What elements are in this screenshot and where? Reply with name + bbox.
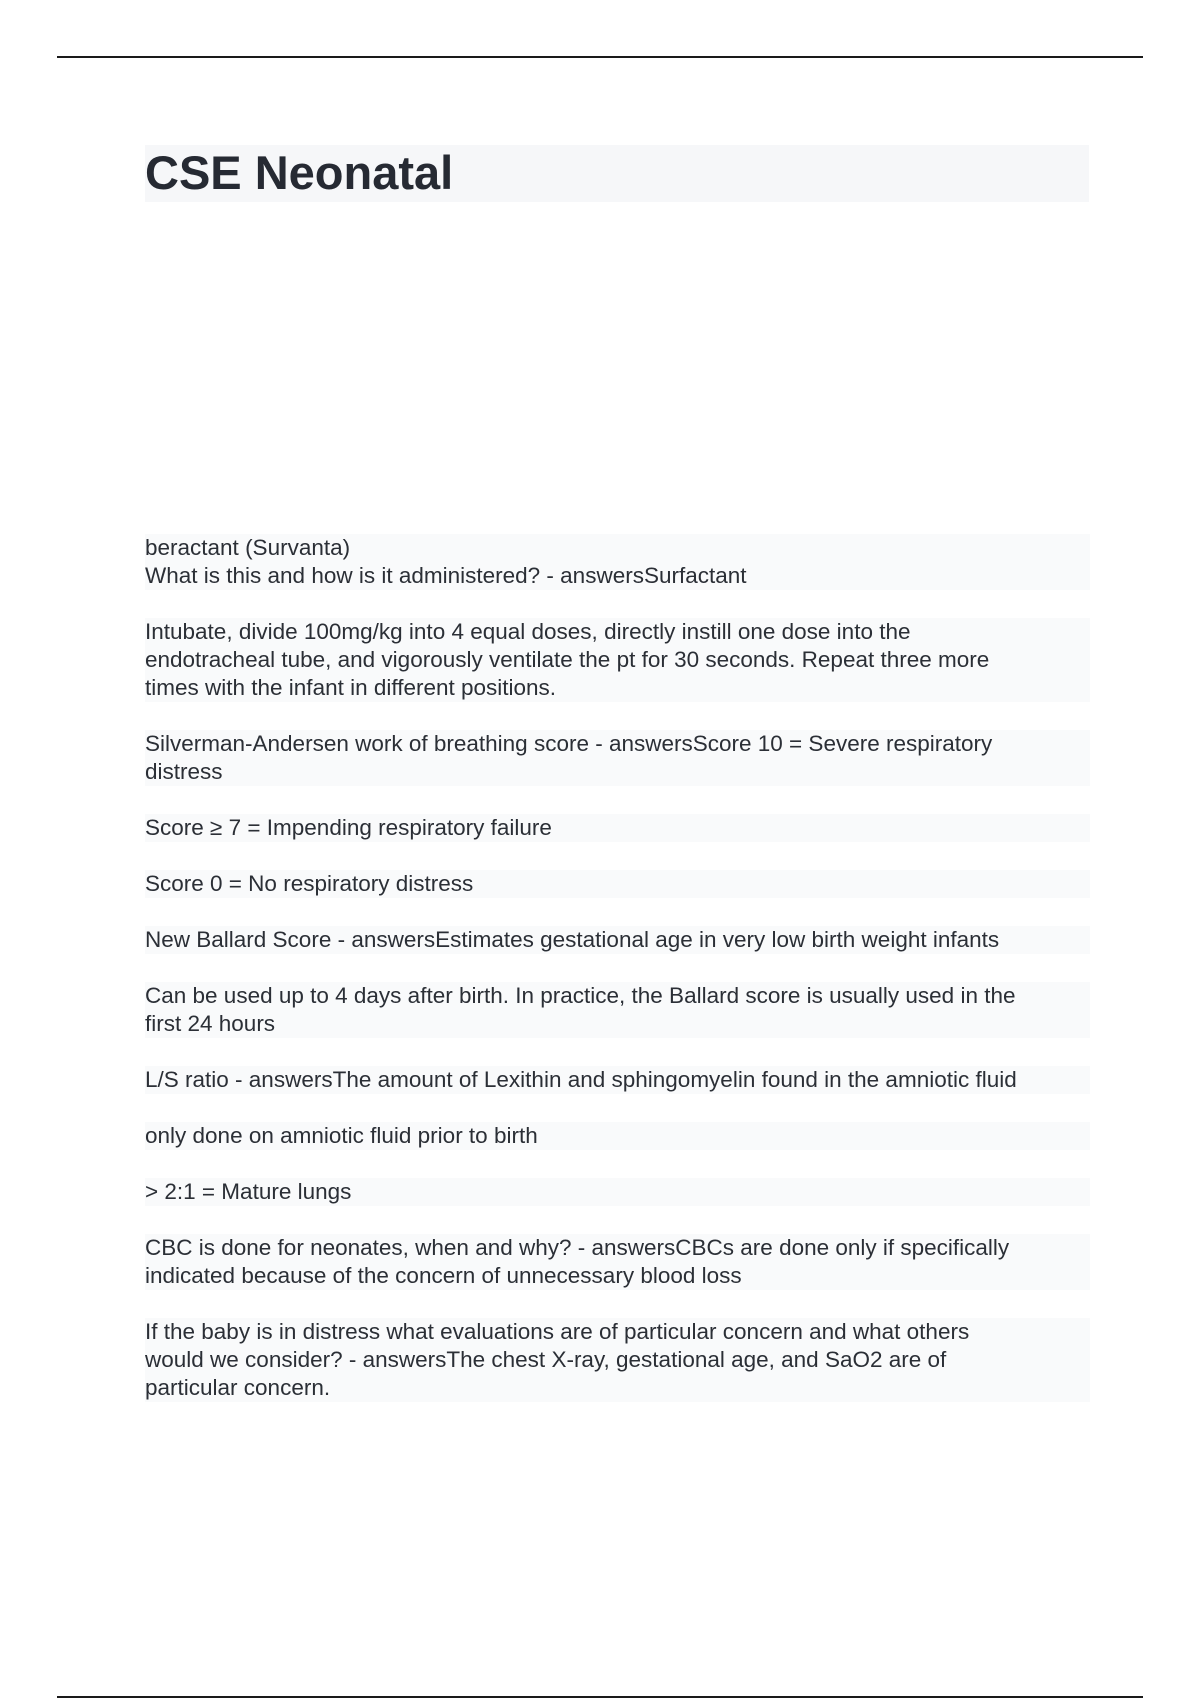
text-line: Silverman-Andersen work of breathing score - answersScore 10 = Severe respiratory — [145, 731, 993, 756]
paragraph-amniotic — [145, 1122, 1090, 1150]
text-line: CBC is done for neonates, when and why? - answersCBCs are done only if specifically — [145, 1235, 1010, 1260]
paragraph-beractant — [145, 534, 1090, 590]
text-line: Score 0 = No respiratory distress — [145, 871, 474, 896]
paragraph-score-0 — [145, 870, 1090, 898]
text-line: only done on amniotic fluid prior to birth — [145, 1123, 538, 1148]
paragraph-cbc — [145, 1234, 1090, 1290]
text-line: Intubate, divide 100mg/kg into 4 equal doses, directly instill one dose into the — [145, 619, 911, 644]
bottom-rule — [57, 1696, 1143, 1698]
text-line: New Ballard Score - answersEstimates gestational age in very low birth weight infants — [145, 927, 1000, 952]
text-line: particular concern. — [145, 1375, 331, 1400]
paragraph-distress-evaluations — [145, 1318, 1090, 1402]
paragraph-ls-ratio — [145, 1066, 1090, 1094]
paragraph-ballard-usage — [145, 982, 1090, 1038]
text-line: L/S ratio - answersThe amount of Lexithin and sphingomyelin found in the amniotic fluid — [145, 1067, 1017, 1092]
paragraph-score-7 — [145, 814, 1090, 842]
text-line: first 24 hours — [145, 1011, 276, 1036]
top-rule — [57, 56, 1143, 58]
text-line: If the baby is in distress what evaluations are of particular concern and what others — [145, 1319, 970, 1344]
text-line: times with the infant in different positions. — [145, 675, 557, 700]
document-body — [145, 534, 1090, 1402]
paragraph-mature-lungs — [145, 1178, 1090, 1206]
text-line: distress — [145, 759, 223, 784]
text-line: beractant (Survanta) — [145, 535, 351, 560]
paragraph-intubate — [145, 618, 1090, 702]
text-line: indicated because of the concern of unnecessary blood loss — [145, 1263, 742, 1288]
text-line: Can be used up to 4 days after birth. In practice, the Ballard score is usually used in the — [145, 983, 1016, 1008]
text-line: > 2:1 = Mature lungs — [145, 1179, 352, 1204]
text-line: endotracheal tube, and vigorously ventilate the pt for 30 seconds. Repeat three more — [145, 647, 990, 672]
paragraph-silverman — [145, 730, 1090, 786]
text-line: would we consider? - answersThe chest X-ray, gestational age, and SaO2 are of — [145, 1347, 947, 1372]
paragraph-ballard — [145, 926, 1090, 954]
text-line: What is this and how is it administered? - answersSurfactant — [145, 563, 747, 588]
document-title: CSE Neonatal — [145, 146, 454, 199]
text-line: Score ≥ 7 = Impending respiratory failure — [145, 815, 552, 840]
